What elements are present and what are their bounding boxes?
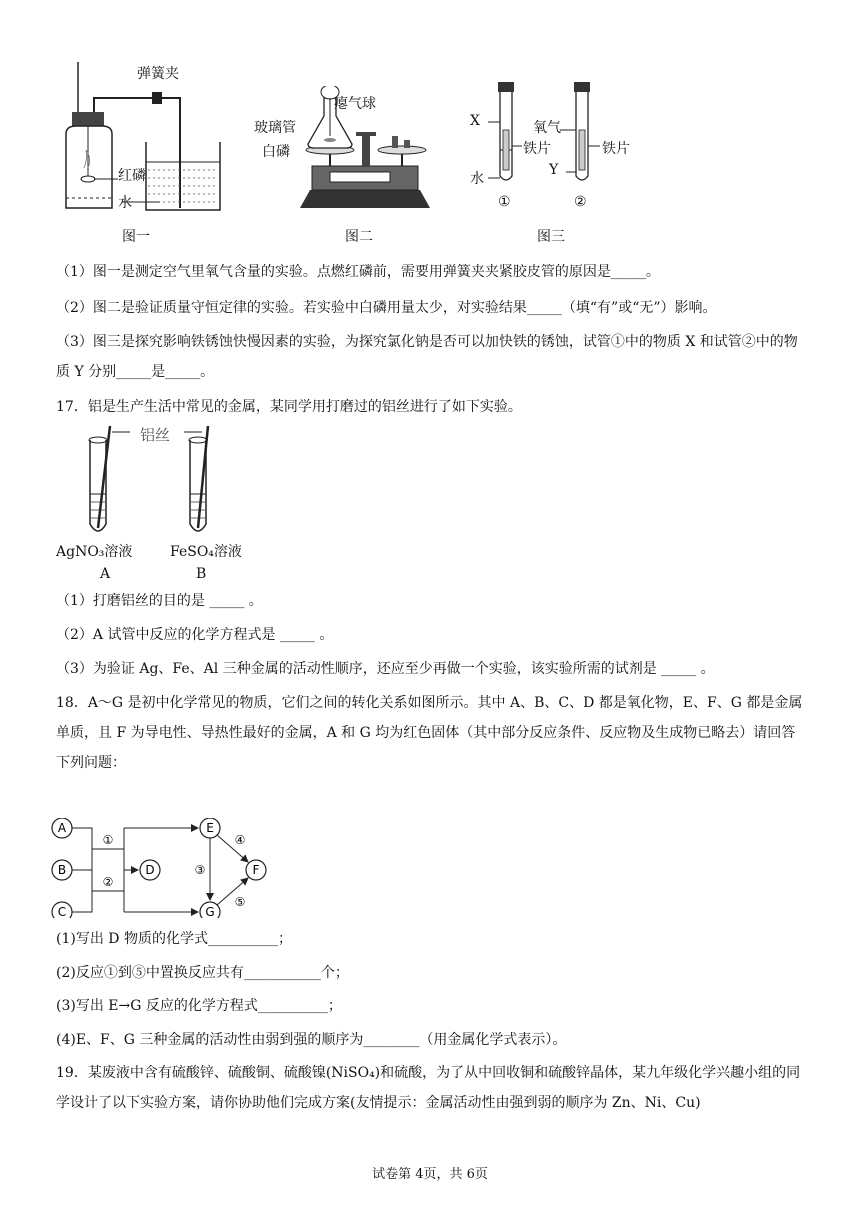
fig3-label-tube-2: ② — [574, 194, 587, 210]
q17-label-a: A — [100, 566, 111, 582]
q18-conversion-diagram — [50, 818, 280, 918]
q18-part-3: (3)写出 E→G 反应的化学方程式__________； — [56, 998, 342, 1014]
q16-part-1: （1）图一是测定空气里氧气含量的实验。点燃红磷前，需要用弹簧夹夹紧胶皮管的原因是_____。 — [56, 264, 660, 280]
fig1-caption: 图一 — [122, 229, 150, 245]
q18-part-2: (2)反应①到⑤中置换反应共有___________个； — [56, 965, 349, 981]
q16-part-2: （2）图二是验证质量守恒定律的实验。若实验中白磷用量太少，对实验结果_____（填“有”或“无”）影响。 — [56, 300, 717, 316]
node-g-label: G — [205, 905, 215, 918]
fig2-caption: 图二 — [345, 229, 373, 245]
reaction-2-label: ② — [102, 875, 114, 889]
node-f-label: F — [252, 863, 260, 877]
fig2-label-white-phosphorus: 白磷 — [262, 144, 290, 160]
q17-label-b: B — [196, 566, 207, 582]
q18-part-1: (1)写出 D 物质的化学式__________； — [56, 931, 292, 947]
node-e-label: E — [206, 821, 214, 835]
fig1-label-red-phosphorus: 红磷 — [118, 168, 146, 184]
q17-part-3: （3）为验证 Ag、Fe、Al 三种金属的活动性顺序，还应至少再做一个实验，该实验所需的试剂是 _____ 。 — [56, 661, 715, 677]
reaction-1-label: ① — [102, 833, 114, 847]
q18-part-4: (4)E、F、G 三种金属的活动性由弱到强的顺序为________（用金属化学式表示）。 — [56, 1032, 567, 1048]
q17-label-wire: 铝丝 — [140, 426, 171, 444]
fig2-label-glass-tube: 玻璃管 — [254, 120, 296, 136]
q19-stem: 19．某废液中含有硫酸锌、硫酸铜、硫酸镍(NiSO₄)和硫酸，为了从中回收铜和硫酸锌晶体，某九年级化学兴趣小组的同学设计了以下实验方案，请你协助他们完成方案(友情提示：金属活动性由强到弱的顺序为 Zn、Ni、Cu) — [56, 1065, 801, 1111]
q16-part-3: （3）图三是探究影响铁锈蚀快慢因素的实验，为探究氯化钠是否可以加快铁的锈蚀，试管①中的物质 X 和试管②中的物质 Y 分别_____是_____。 — [56, 334, 798, 380]
node-d-label: D — [145, 863, 155, 877]
fig3-label-water: 水 — [470, 171, 484, 187]
reaction-4-label: ④ — [234, 833, 246, 847]
q17-part-1: （1）打磨铝丝的目的是 _____ 。 — [56, 593, 263, 609]
node-c-label: C — [57, 905, 67, 918]
fig3-label-oxygen: 氧气 — [533, 120, 561, 136]
page-footer: 试卷第 4页，共 6页 — [372, 1167, 488, 1182]
fig1-label-water: 水 — [118, 195, 132, 211]
fig3-label-iron-2: 铁片 — [602, 141, 630, 157]
q18-stem: 18．A～G 是初中化学常见的物质，它们之间的转化关系如图所示。其中 A、B、C、D 都是氧化物，E、F、G 都是金属单质，且 F 为导电性、导热性最好的金属，A 和 G 均为红色固体（其中部分反应条件、反应物及生成物已略去）请回答下列问题： — [56, 695, 803, 771]
fig3-label-x: X — [470, 113, 480, 129]
fig3-label-tube-1: ① — [498, 194, 511, 210]
q17-stem: 17．铝是生产生活中常见的金属，某同学用打磨过的铝丝进行了如下实验。 — [56, 399, 522, 415]
reaction-5-label: ⑤ — [234, 895, 246, 909]
node-b-label: B — [57, 863, 67, 877]
reaction-3-label: ③ — [194, 863, 206, 877]
fig3-label-iron-1: 铁片 — [523, 141, 551, 157]
q17-part-2: （2）A 试管中反应的化学方程式是 _____ 。 — [56, 627, 334, 643]
fig3-caption: 图三 — [537, 229, 565, 245]
q17-label-solution-a: AgNO₃溶液 — [56, 544, 133, 560]
fig2-label-balloon: 瘪气球 — [334, 96, 376, 112]
q17-label-solution-b: FeSO₄溶液 — [170, 544, 242, 560]
fig3-label-y: Y — [549, 162, 559, 178]
node-a-label: A — [57, 821, 67, 835]
fig1-label-spring-clip: 弹簧夹 — [137, 66, 179, 82]
